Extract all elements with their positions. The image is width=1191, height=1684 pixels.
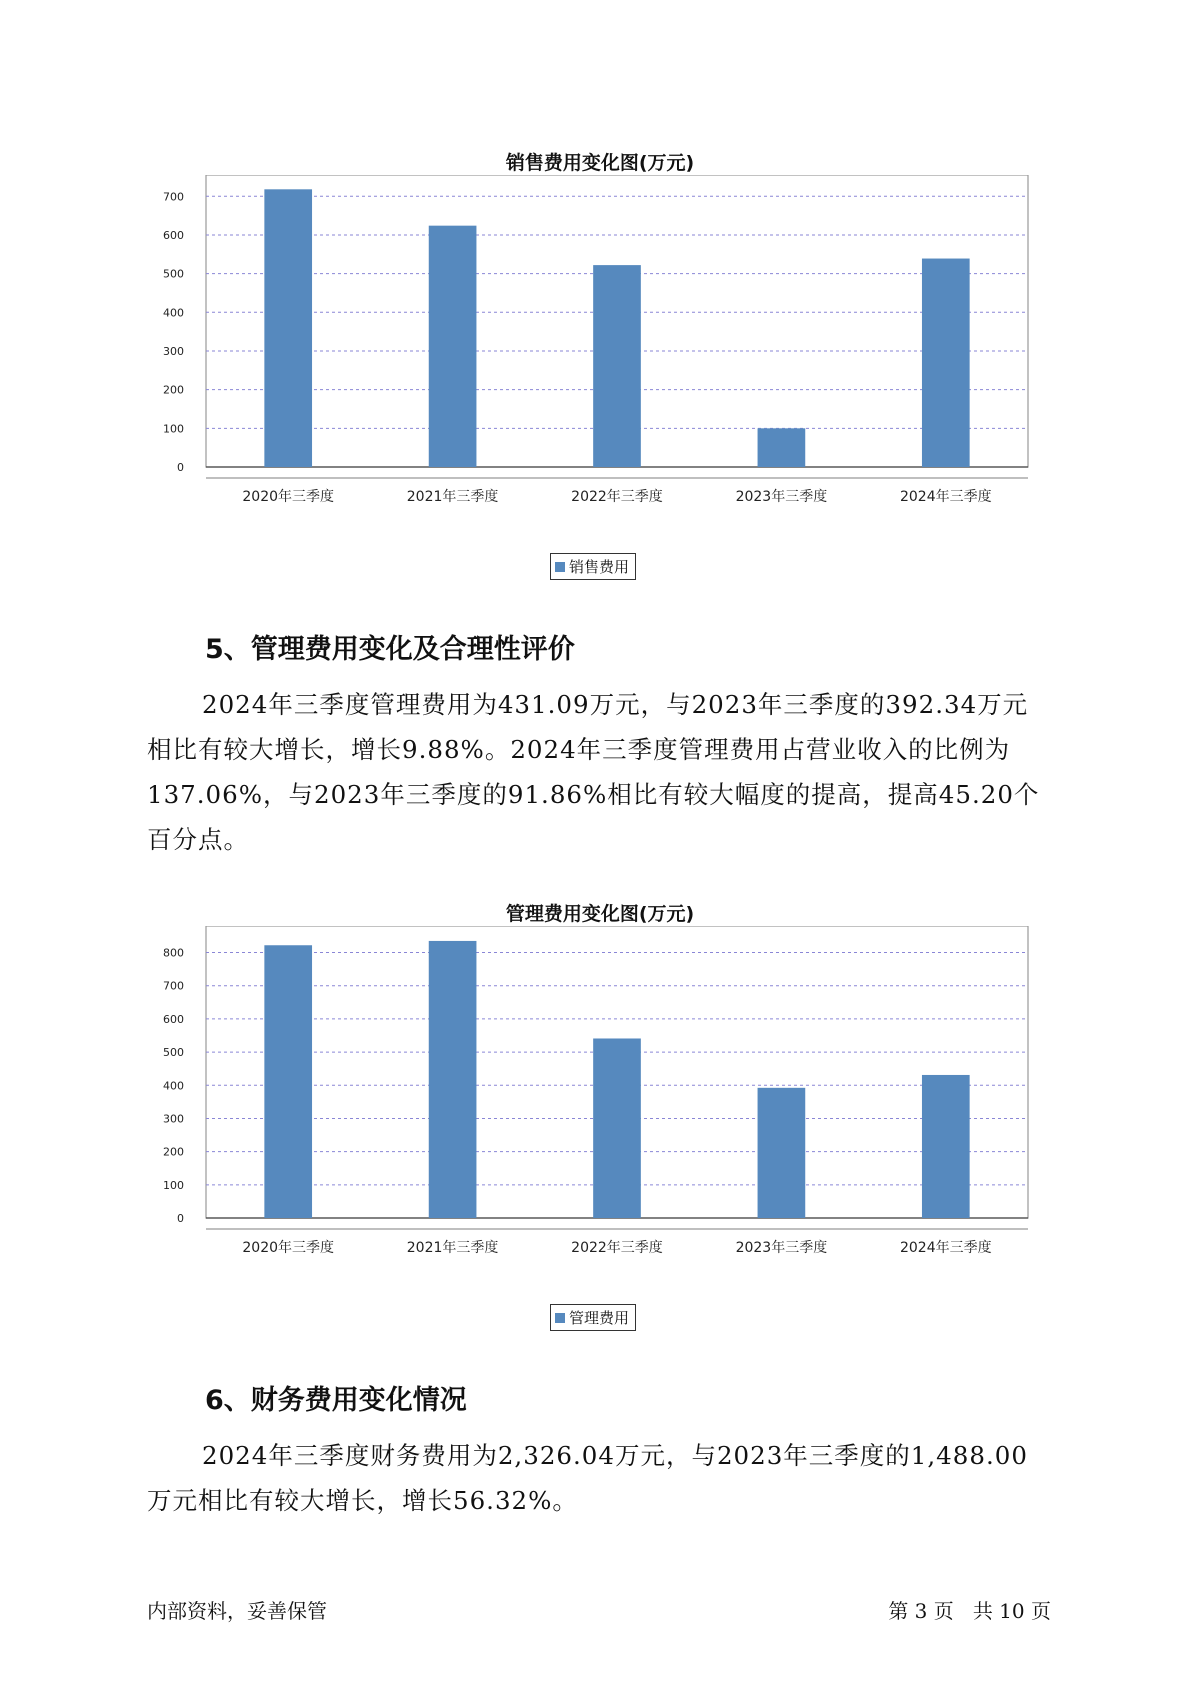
y-tick-label: 600 <box>163 228 184 242</box>
bar <box>758 428 806 467</box>
admin-expense-chart-plot <box>150 926 1050 1326</box>
y-tick-label: 100 <box>163 1178 184 1192</box>
y-tick-label: 100 <box>163 422 184 436</box>
chart-title: 管理费用变化图(万元) <box>505 903 695 925</box>
section-6-paragraph <box>147 1433 1047 1523</box>
x-tick-label: 2024年三季度 <box>899 1240 992 1256</box>
y-tick-label: 300 <box>163 1112 184 1126</box>
bar <box>429 226 477 467</box>
chart-title: 销售费用变化图(万元) <box>505 152 695 174</box>
y-tick-label: 0 <box>177 1212 184 1225</box>
x-tick-label: 2024年三季度 <box>899 489 992 505</box>
x-tick-label: 2021年三季度 <box>406 1240 499 1256</box>
bar <box>922 259 970 467</box>
bar <box>922 1075 970 1218</box>
y-tick-label: 0 <box>177 461 184 474</box>
y-tick-label: 400 <box>163 1079 184 1093</box>
bar <box>264 945 312 1218</box>
legend-swatch <box>555 562 565 572</box>
y-tick-label: 700 <box>163 979 184 993</box>
bar <box>758 1088 806 1218</box>
bar <box>593 1038 641 1218</box>
legend-label: 管理费用 <box>569 1309 630 1327</box>
y-tick-label: 500 <box>163 1046 184 1060</box>
paragraph-line: 相比有较大增长，增长9.88%。2024年三季度管理费用占营业收入的比例为 <box>147 735 1011 764</box>
admin-expense-chart <box>150 896 1050 1346</box>
legend-swatch <box>555 1313 565 1323</box>
footer-confidential: 内部资料，妥善保管 <box>147 1599 327 1623</box>
bar <box>264 189 312 467</box>
y-tick-label: 700 <box>163 190 184 204</box>
x-tick-label: 2020年三季度 <box>242 1240 335 1256</box>
y-tick-label: 200 <box>163 383 184 397</box>
y-tick-label: 500 <box>163 267 184 281</box>
x-tick-label: 2022年三季度 <box>571 1240 663 1256</box>
paragraph-line: 137.06%，与2023年三季度的91.86%相比有较大幅度的提高，提高45.20个 <box>147 780 1040 809</box>
x-tick-label: 2021年三季度 <box>406 489 499 505</box>
legend-label: 销售费用 <box>569 558 630 576</box>
x-tick-label: 2020年三季度 <box>242 489 335 505</box>
chart-legend <box>550 1304 636 1331</box>
y-tick-label: 800 <box>163 946 184 960</box>
y-tick-label: 300 <box>163 344 184 358</box>
paragraph-line: 2024年三季度财务费用为2,326.04万元，与2023年三季度的1,488.00 <box>202 1441 1028 1470</box>
x-tick-label: 2023年三季度 <box>735 489 828 505</box>
section-5-paragraph <box>147 682 1047 862</box>
x-tick-label: 2023年三季度 <box>735 1240 828 1256</box>
paragraph-line: 万元相比有较大增长，增长56.32%。 <box>147 1486 578 1515</box>
chart-legend <box>550 553 636 580</box>
x-tick-label: 2022年三季度 <box>571 489 663 505</box>
bar <box>593 265 641 467</box>
footer-page-number: 第 3 页 共 10 页 <box>888 1599 1051 1623</box>
paragraph-line: 2024年三季度管理费用为431.09万元，与2023年三季度的392.34万元 <box>202 690 1029 719</box>
y-tick-label: 200 <box>163 1145 184 1159</box>
paragraph-line: 百分点。 <box>147 825 249 854</box>
bar <box>429 941 477 1218</box>
section-5-heading: 5、管理费用变化及合理性评价 <box>205 634 575 665</box>
y-tick-label: 600 <box>163 1012 184 1026</box>
sales-expense-chart <box>150 145 1050 595</box>
section-6-heading: 6、财务费用变化情况 <box>205 1385 467 1416</box>
y-tick-label: 400 <box>163 306 184 320</box>
sales-expense-chart-plot <box>150 175 1050 575</box>
